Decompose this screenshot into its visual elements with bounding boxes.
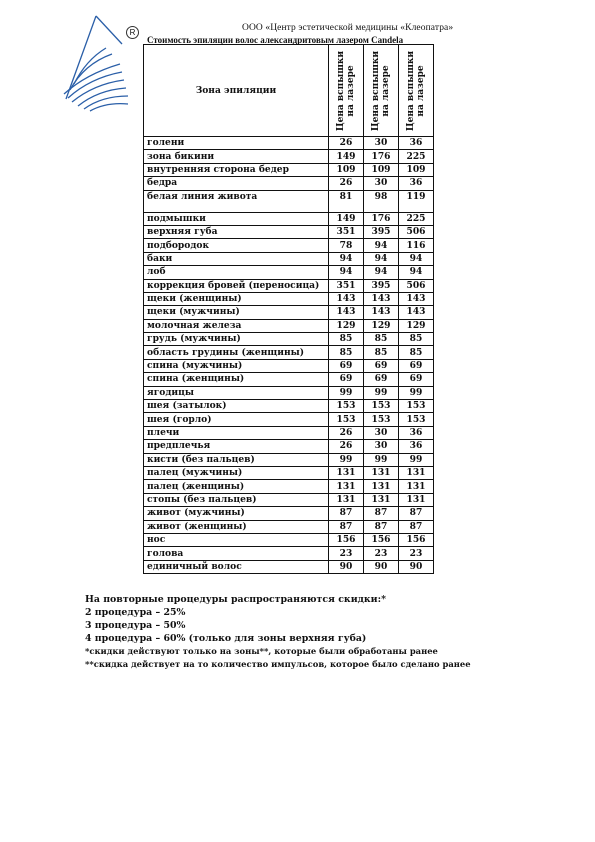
table-row [144,440,434,453]
price-2-cell: 395 [364,279,399,292]
price-table-body [144,137,434,574]
price-2-cell: 87 [364,507,399,520]
price-3-cell: 506 [399,225,434,238]
price-3-cell: 143 [399,306,434,319]
price-3-cell: 225 [399,150,434,163]
price-1-cell: 94 [329,266,364,279]
price-1-cell: 109 [329,163,364,176]
column-header-price-1-label: Цена вспышки на лазере [336,50,356,131]
price-3-cell: 131 [399,466,434,479]
zone-cell: молочная железа [144,319,329,332]
price-2-cell: 99 [364,386,399,399]
zone-cell: подмышки [144,212,329,225]
zone-cell: щеки (мужчины) [144,306,329,319]
price-2-cell: 23 [364,547,399,560]
price-3-cell: 69 [399,373,434,386]
price-1-cell: 26 [329,177,364,190]
price-2-cell: 131 [364,493,399,506]
table-row [144,560,434,573]
price-3-cell: 99 [399,386,434,399]
price-2-cell: 30 [364,137,399,150]
zone-cell: ягодицы [144,386,329,399]
zone-cell: шея (затылок) [144,400,329,413]
price-3-cell: 36 [399,177,434,190]
price-1-cell: 156 [329,533,364,546]
price-2-cell: 94 [364,266,399,279]
zone-cell: зона бикини [144,150,329,163]
price-1-cell: 69 [329,359,364,372]
price-3-cell: 129 [399,319,434,332]
table-row [144,507,434,520]
price-1-cell: 26 [329,426,364,439]
zone-cell: голени [144,137,329,150]
column-header-price-2-label: Цена вспышки на лазере [371,50,391,131]
discount-line-3: 3 процедура – 50% [85,620,186,631]
price-1-cell: 78 [329,239,364,252]
discount-intro: На повторные процедуры распространяются скидки:* [85,594,386,605]
price-1-cell: 131 [329,466,364,479]
price-3-cell: 153 [399,400,434,413]
discount-line-4: 4 процедура – 60% (только для зоны верхняя губа) [85,633,367,644]
price-2-cell: 99 [364,453,399,466]
company-logo-icon [56,14,136,114]
column-header-price-3 [399,45,434,137]
price-1-cell: 26 [329,137,364,150]
price-2-cell: 176 [364,212,399,225]
price-2-cell: 94 [364,252,399,265]
price-2-cell: 85 [364,333,399,346]
price-1-cell: 81 [329,190,364,212]
zone-cell: палец (женщины) [144,480,329,493]
price-1-cell: 131 [329,480,364,493]
table-row [144,137,434,150]
table-row [144,239,434,252]
price-1-cell: 85 [329,346,364,359]
discount-notes [85,593,471,670]
price-3-cell: 87 [399,507,434,520]
page-title: Стоимость эпиляции волос александритовым лазером Candela [147,35,404,45]
price-2-cell: 85 [364,346,399,359]
table-row [144,520,434,533]
price-3-cell: 87 [399,520,434,533]
price-2-cell: 395 [364,225,399,238]
table-row [144,279,434,292]
price-2-cell: 69 [364,373,399,386]
table-row [144,266,434,279]
zone-cell: бедра [144,177,329,190]
price-3-cell: 36 [399,426,434,439]
table-row [144,493,434,506]
price-2-cell: 143 [364,292,399,305]
price-1-cell: 99 [329,453,364,466]
price-1-cell: 153 [329,400,364,413]
price-2-cell: 153 [364,400,399,413]
column-header-price-2 [364,45,399,137]
price-1-cell: 87 [329,520,364,533]
price-2-cell: 69 [364,359,399,372]
footnote-1: *скидки действуют только на зоны**, которые были обработаны ранее [85,646,438,656]
price-2-cell: 131 [364,466,399,479]
zone-cell: область грудины (женщины) [144,346,329,359]
registered-mark: R [126,26,139,39]
price-3-cell: 94 [399,266,434,279]
zone-cell: предплечья [144,440,329,453]
price-2-cell: 87 [364,520,399,533]
table-row [144,453,434,466]
price-1-cell: 153 [329,413,364,426]
table-row [144,177,434,190]
table-row [144,319,434,332]
price-3-cell: 23 [399,547,434,560]
price-1-cell: 90 [329,560,364,573]
zone-cell: внутренняя сторона бедер [144,163,329,176]
table-row [144,252,434,265]
price-2-cell: 30 [364,440,399,453]
price-3-cell: 131 [399,493,434,506]
table-row [144,480,434,493]
price-3-cell: 99 [399,453,434,466]
price-3-cell: 156 [399,533,434,546]
price-1-cell: 129 [329,319,364,332]
table-row [144,547,434,560]
price-3-cell: 131 [399,480,434,493]
zone-cell: стопы (без пальцев) [144,493,329,506]
table-row [144,333,434,346]
price-2-cell: 129 [364,319,399,332]
zone-cell: кисти (без пальцев) [144,453,329,466]
price-1-cell: 99 [329,386,364,399]
zone-cell: грудь (мужчины) [144,333,329,346]
zone-cell: единичный волос [144,560,329,573]
table-row [144,225,434,238]
price-1-cell: 351 [329,279,364,292]
price-1-cell: 23 [329,547,364,560]
price-2-cell: 109 [364,163,399,176]
price-3-cell: 109 [399,163,434,176]
price-3-cell: 36 [399,137,434,150]
price-3-cell: 36 [399,440,434,453]
column-header-price-3-label: Цена вспышки на лазере [406,50,426,131]
zone-cell: живот (женщины) [144,520,329,533]
price-1-cell: 143 [329,306,364,319]
table-row [144,359,434,372]
column-header-zone: Зона эпиляции [144,45,329,137]
price-1-cell: 94 [329,252,364,265]
table-row [144,292,434,305]
table-header-row [144,45,434,137]
zone-cell: подбородок [144,239,329,252]
price-1-cell: 143 [329,292,364,305]
price-2-cell: 153 [364,413,399,426]
price-3-cell: 85 [399,333,434,346]
column-header-price-1 [329,45,364,137]
zone-cell: лоб [144,266,329,279]
table-row [144,190,434,212]
price-3-cell: 506 [399,279,434,292]
zone-cell: палец (мужчины) [144,466,329,479]
zone-cell: щеки (женщины) [144,292,329,305]
table-row [144,386,434,399]
price-1-cell: 131 [329,493,364,506]
price-3-cell: 153 [399,413,434,426]
zone-cell: живот (мужчины) [144,507,329,520]
zone-cell: верхняя губа [144,225,329,238]
zone-cell: коррекция бровей (переносица) [144,279,329,292]
zone-cell: голова [144,547,329,560]
table-row [144,373,434,386]
price-1-cell: 149 [329,150,364,163]
price-1-cell: 26 [329,440,364,453]
price-3-cell: 119 [399,190,434,212]
price-1-cell: 85 [329,333,364,346]
table-row [144,212,434,225]
price-3-cell: 85 [399,346,434,359]
table-row [144,466,434,479]
price-1-cell: 351 [329,225,364,238]
price-2-cell: 90 [364,560,399,573]
price-2-cell: 98 [364,190,399,212]
price-table [143,44,434,574]
price-2-cell: 30 [364,177,399,190]
footnote-2: **скидка действует на то количество импульсов, которое было сделано ранее [85,658,471,669]
table-row [144,163,434,176]
table-row [144,150,434,163]
zone-cell: шея (горло) [144,413,329,426]
price-2-cell: 176 [364,150,399,163]
table-row [144,426,434,439]
zone-cell: белая линия живота [144,190,329,212]
price-2-cell: 30 [364,426,399,439]
price-3-cell: 94 [399,252,434,265]
price-1-cell: 69 [329,373,364,386]
zone-cell: нос [144,533,329,546]
discount-line-2: 2 процедура – 25% [85,607,186,618]
price-3-cell: 225 [399,212,434,225]
price-1-cell: 87 [329,507,364,520]
price-2-cell: 94 [364,239,399,252]
table-row [144,346,434,359]
price-2-cell: 131 [364,480,399,493]
price-3-cell: 116 [399,239,434,252]
price-3-cell: 69 [399,359,434,372]
price-3-cell: 143 [399,292,434,305]
zone-cell: спина (женщины) [144,373,329,386]
table-row [144,306,434,319]
table-row [144,400,434,413]
table-row [144,533,434,546]
zone-cell: баки [144,252,329,265]
price-2-cell: 156 [364,533,399,546]
price-3-cell: 90 [399,560,434,573]
price-1-cell: 149 [329,212,364,225]
zone-cell: плечи [144,426,329,439]
price-2-cell: 143 [364,306,399,319]
company-name: ООО «Центр эстетической медицины «Клеопатра» [242,23,454,33]
table-row [144,413,434,426]
zone-cell: спина (мужчины) [144,359,329,372]
